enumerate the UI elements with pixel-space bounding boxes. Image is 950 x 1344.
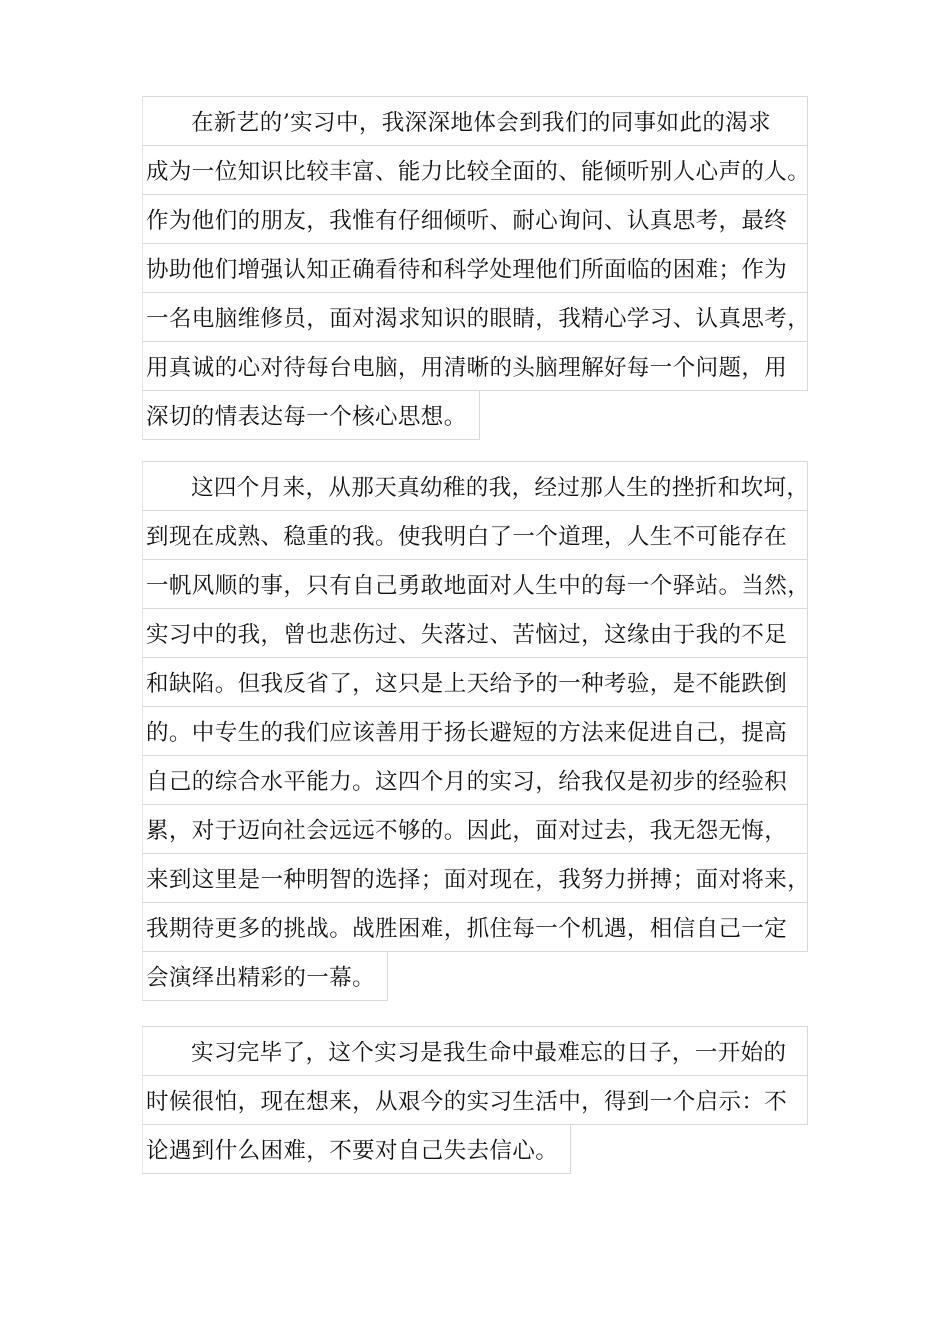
text-line: 会演绎出精彩的一幕。 (142, 951, 388, 1001)
text-line: 用真诚的心对待每台电脑，用清晰的头脑理解好每一个问题，用 (142, 341, 808, 391)
text-line: 到现在成熟、稳重的我。使我明白了一个道理，人生不可能存在 (142, 510, 808, 560)
text-line: 作为他们的朋友，我惟有仔细倾听、耐心询问、认真思考，最终 (142, 194, 808, 244)
text-line: 深切的情表达每一个核心思想。 (142, 390, 480, 440)
text-line: 自己的综合水平能力。这四个月的实习，给我仅是初步的经验积 (142, 755, 808, 805)
text-line: 一帆风顺的事，只有自己勇敢地面对人生中的每一个驿站。当然， (142, 559, 808, 609)
paragraph-conclusion (142, 1027, 822, 1174)
text-line: 一名电脑维修员，面对渴求知识的眼睛，我精心学习、认真思考， (142, 292, 808, 342)
text-line: 时候很怕，现在想来，从艰今的实习生活中，得到一个启示：不 (142, 1075, 808, 1125)
text-line: 成为一位知识比较丰富、能力比较全面的、能倾听别人心声的人。 (142, 145, 808, 195)
text-line: 我期待更多的挑战。战胜困难，抓住每一个机遇，相信自己一定 (142, 902, 808, 952)
text-line: 来到这里是一种明智的选择；面对现在，我努力拼搏；面对将来， (142, 853, 808, 903)
text-line: 和缺陷。但我反省了，这只是上天给予的一种考验，是不能跌倒 (142, 657, 808, 707)
text-line: 论遇到什么困难，不要对自己失去信心。 (142, 1124, 571, 1174)
text-line: 协助他们增强认知正确看待和科学处理他们所面临的困难；作为 (142, 243, 808, 293)
paragraph-four-months (142, 462, 822, 1001)
text-line: 这四个月来，从那天真幼稚的我，经过那人生的挫折和坎坷， (142, 461, 808, 511)
paragraph-internship-reflection (142, 97, 822, 440)
text-line: 在新艺的’实习中，我深深地体会到我们的同事如此的渴求 (142, 96, 808, 146)
text-line: 实习完毕了，这个实习是我生命中最难忘的日子，一开始的 (142, 1026, 808, 1076)
text-line: 实习中的我，曾也悲伤过、失落过、苦恼过，这缘由于我的不足 (142, 608, 808, 658)
text-line: 的。中专生的我们应该善用于扬长避短的方法来促进自己，提高 (142, 706, 808, 756)
text-line: 累，对于迈向社会远远不够的。因此，面对过去，我无怨无悔， (142, 804, 808, 854)
